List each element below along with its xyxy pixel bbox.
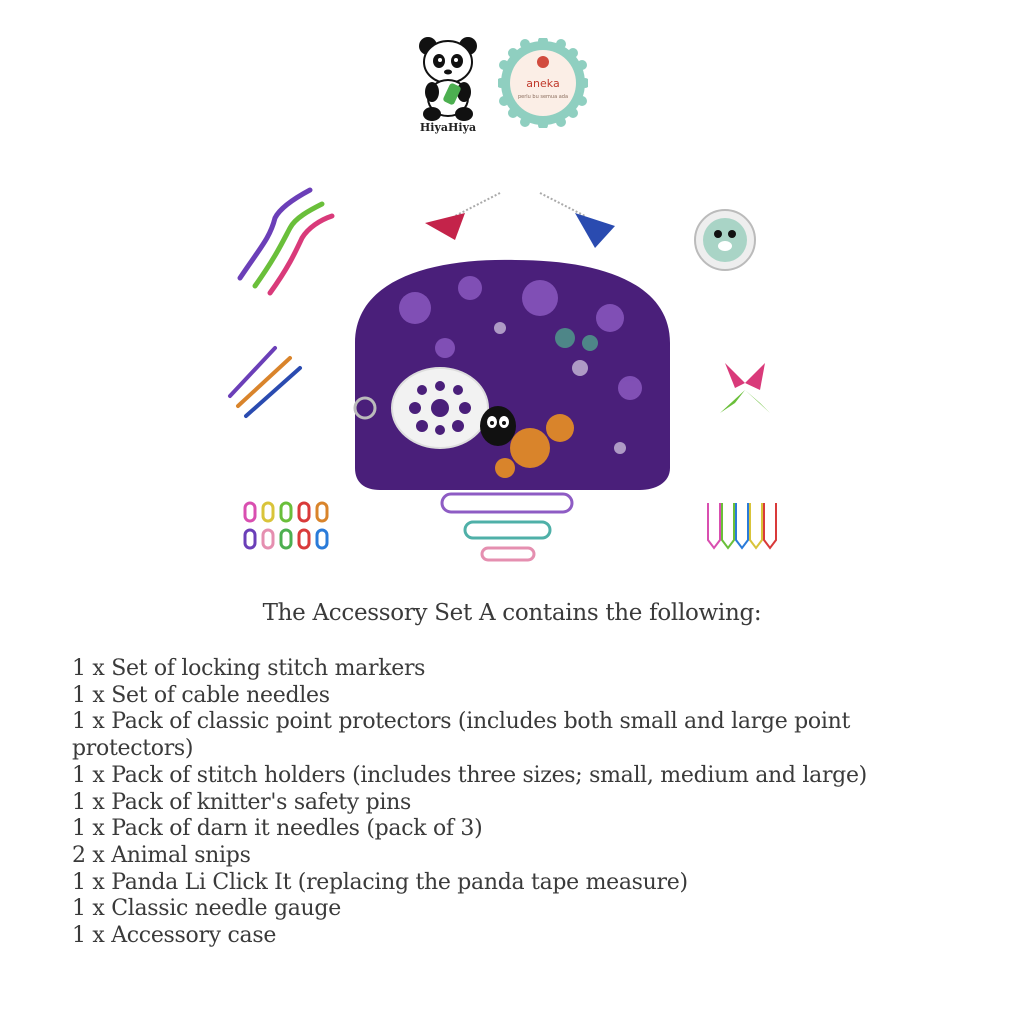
contents-list [72,656,952,950]
accessory-set-photo [200,168,830,588]
logo-bar [0,28,1024,134]
aneka-tagline: perlu bu semua ada [517,94,569,100]
aneka-logo [498,38,588,128]
list-item: 2 x Animal snips [72,842,251,868]
hiyahiya-panda-logo [410,32,486,134]
list-item: 1 x Classic needle gauge [72,896,341,922]
darn-it-needles-icon [230,348,300,416]
aneka-name: aneka [526,77,560,90]
panda-tape-measure-icon [695,210,755,270]
list-item: 1 x Pack of darn it needles (pack of 3) [72,816,483,842]
locking-stitch-markers-icon [245,503,327,548]
list-item: 1 x Pack of classic point protectors (includes both small and large point protectors) [72,709,850,762]
list-item: 1 x Pack of stitch holders (includes three sizes; small, medium and large) [72,762,867,788]
accessory-case-icon [355,260,670,490]
brand-name: HiyaHiya [419,121,477,134]
stitch-holders-icon [442,494,572,560]
list-item: 1 x Accessory case [72,923,277,949]
list-item: 1 x Pack of knitter's safety pins [72,789,411,815]
list-item: 1 x Set of cable needles [72,682,330,708]
list-item: 1 x Set of locking stitch markers [72,656,426,681]
contents-heading: The Accessory Set A contains the following: [262,600,762,626]
cable-needles-icon [240,190,332,293]
safety-pins-icon [708,503,776,548]
animal-snips-icon [425,193,615,248]
list-item: 1 x Panda Li Click It (replacing the panda tape measure) [72,869,688,895]
point-protectors-icon [720,363,770,413]
